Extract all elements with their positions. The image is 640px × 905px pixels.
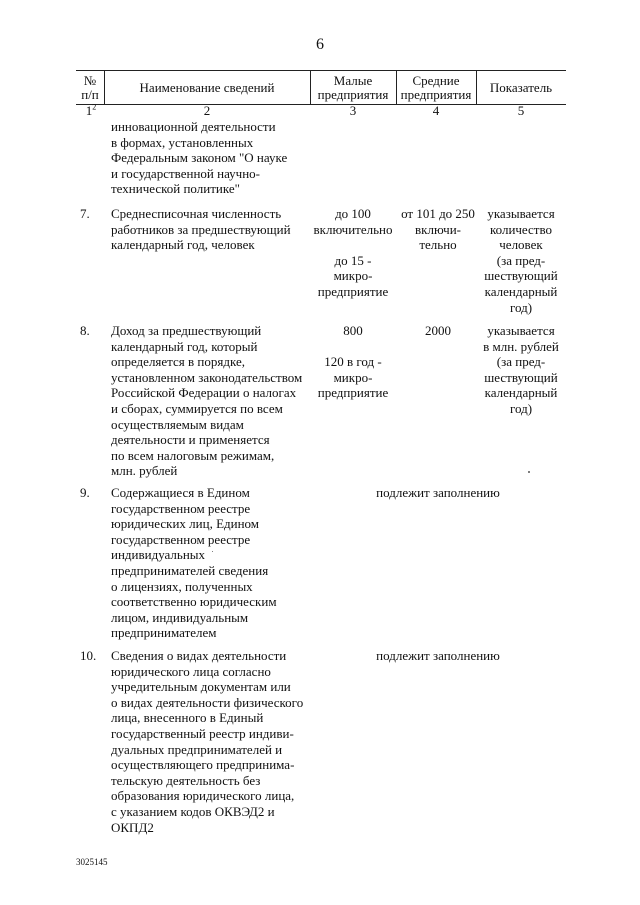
row-continuation-name: инновационной деятельности в формах, установленных Федеральным законом "О науке и государственной научно- технической политике" — [111, 119, 288, 197]
column-number-1: $1^2$ — [85, 102, 97, 118]
column-number-2: 2 — [203, 103, 211, 118]
header-indicator: Показатель — [489, 80, 553, 95]
column-number-4: 4 — [432, 103, 440, 118]
row-name: Доход за предшествующий календарный год, который определяется в порядке, установленном законодательством Российской Федерации о налогах и сборах, суммируется по всем осуществляемым видам деятельности и применяется по всем налоговым режимам, млн. рублей — [111, 323, 303, 479]
row-number: 10. — [80, 648, 97, 663]
document-number: 3025145 — [76, 857, 108, 867]
row-number: 8. — [80, 323, 90, 338]
row-small-value: 800 120 в год - микро- предприятие — [317, 323, 389, 401]
column-number-5: 5 — [517, 103, 525, 118]
row-number: 7. — [80, 206, 90, 221]
table-top-border — [76, 70, 566, 71]
row-indicator: указывается в млн. рублей (за пред- шествующий календарный год) — [483, 323, 559, 416]
row-name: Сведения о видах деятельности юридического лица согласно учредительным документам или о видах деятельности физического лица, внесенного в Единый государственный реестр индиви- дуальных предпринимателей и осуществляющего предпринима- тельскую деятельность без образования юридического лица, с указанием кодов ОКВЭД2 и ОКПД2 — [111, 648, 304, 835]
row-small-value: до 100 включительно до 15 - микро- предприятие — [313, 206, 393, 299]
row-name: Среднесписочная численность работников за предшествующий календарный год, человек — [111, 206, 291, 253]
row-merged-value: подлежит заполнению — [376, 485, 500, 500]
scan-speck — [212, 551, 213, 552]
header-medium-enterprises: Средние предприятия — [400, 73, 472, 102]
scan-speck — [528, 471, 530, 473]
row-merged-value: подлежит заполнению — [376, 648, 500, 663]
column-number-3: 3 — [349, 103, 357, 118]
row-number: 9. — [80, 485, 90, 500]
header-name: Наименование сведений — [139, 80, 275, 95]
row-medium-value: от 101 до 250 включи- тельно — [401, 206, 475, 253]
row-medium-value: 2000 — [425, 323, 451, 338]
row-indicator: указывается количество человек (за пред- шествующий календарный год) — [484, 206, 558, 315]
row-name: Содержащиеся в Едином государственном реестре юридических лиц, Едином государственном реестре индивидуальных предпринимателей сведения о лицензиях, полученных соответственно юридическим лицом, индивидуальным предпринимателем — [111, 485, 277, 641]
header-small-enterprises: Малые предприятия — [317, 73, 389, 102]
page-number: 6 — [316, 36, 324, 53]
header-number: № п/п — [81, 73, 99, 102]
